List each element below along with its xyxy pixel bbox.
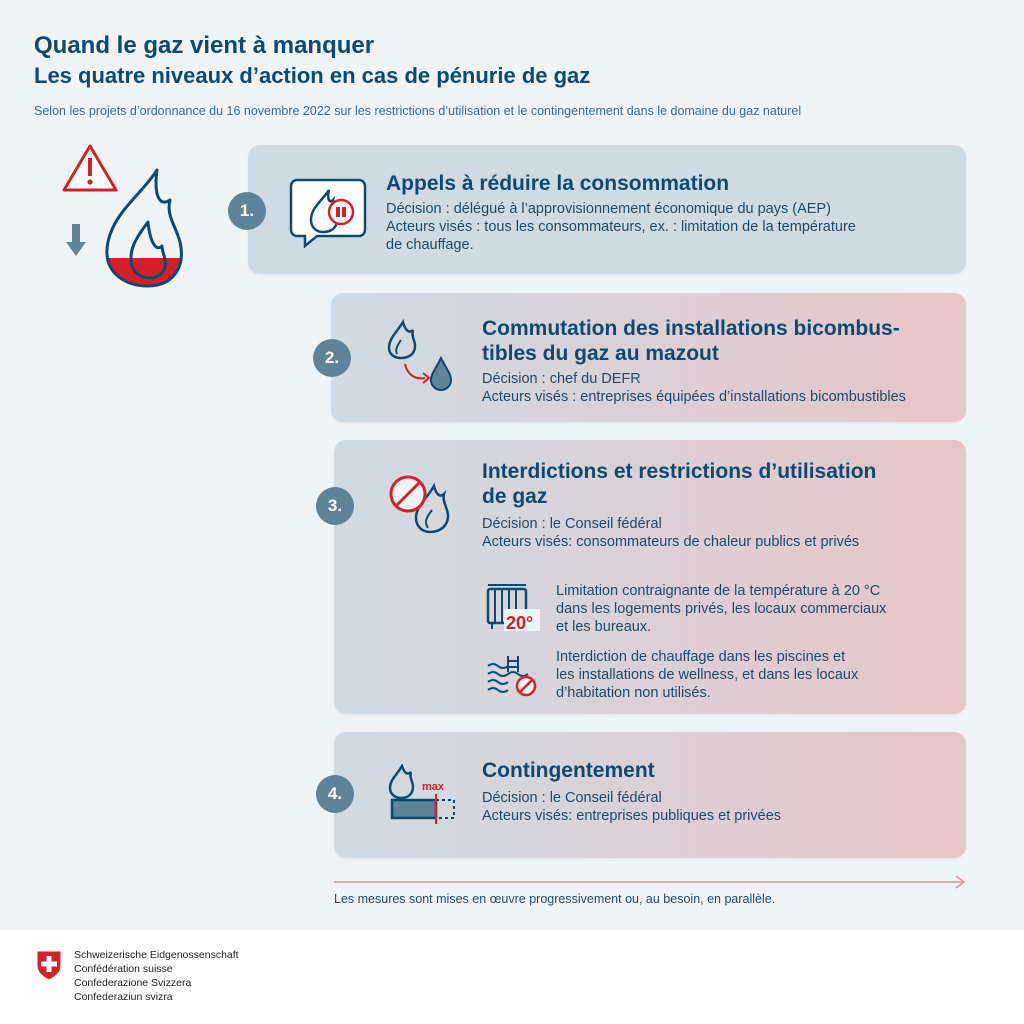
level-3-actors: Acteurs visés: consommateurs de chaleur publics et privés — [482, 534, 860, 550]
radiator-icon — [484, 583, 542, 633]
level-3-decision: Décision : le Conseil fédéral — [482, 516, 662, 532]
measure-2-line-1: Interdiction de chauffage dans les piscines et — [556, 649, 846, 665]
level-1-title: Appels à réduire la consommation — [386, 172, 730, 195]
no-gas-flame-icon — [388, 472, 458, 536]
gas-shortage-illustration-icon — [62, 142, 192, 290]
level-2-title-line-2: tibles du gaz au mazout — [482, 342, 719, 365]
footer-line-fr: Confédération suisse — [74, 963, 173, 975]
footer-line-rm: Confederaziun svizra — [74, 991, 173, 1003]
measure-2-line-3: d’habitation non utilisés. — [556, 685, 711, 701]
footnote: Les mesures sont mises en œuvre progressivement ou, au besoin, en parallèle. — [334, 892, 776, 906]
progression-arrow-icon — [334, 874, 968, 890]
speech-bubble-flame-icon — [289, 178, 369, 248]
page-subtitle: Les quatre niveaux d’action en cas de pénurie de gaz — [34, 63, 591, 88]
level-3-number: 3. — [316, 487, 354, 525]
level-4-actors: Acteurs visés: entreprises publiques et privées — [482, 808, 782, 824]
pool-no-heating-icon — [486, 652, 540, 698]
quota-gauge-icon — [388, 764, 460, 828]
footer-line-de: Schweizerische Eidgenossenschaft — [74, 949, 239, 961]
level-1-actors-cont: de chauffage. — [386, 237, 474, 253]
level-4-title: Contingentement — [482, 759, 655, 782]
footer-line-it: Confederazione Svizzera — [74, 977, 192, 989]
radiator-temp-label: 20° — [506, 613, 534, 633]
measure-2-line-2: les installations de wellness, et dans les locaux — [556, 667, 859, 683]
level-2-title-line-1: Commutation des installations bicombus- — [482, 317, 900, 340]
quota-max-label: max — [422, 781, 445, 793]
level-4-number: 4. — [316, 775, 354, 813]
swiss-coat-of-arms-icon — [35, 949, 63, 981]
level-2-number: 2. — [313, 339, 351, 377]
source-note: Selon les projets d’ordonnance du 16 novembre 2022 sur les restrictions d’utilisation et le contingentement dans le domaine du gaz naturel — [34, 104, 802, 118]
level-3-title — [482, 459, 876, 509]
level-1-actors: Acteurs visés : tous les consommateurs, ex. : limitation de la température — [386, 219, 856, 235]
measure-1-line-3: et les bureaux. — [556, 619, 652, 635]
level-3-title-line-1: Interdictions et restrictions d’utilisation — [482, 460, 877, 483]
level-1-number: 1. — [228, 192, 266, 230]
level-2-decision: Décision : chef du DEFR — [482, 371, 641, 387]
page-title: Quand le gaz vient à manquer — [34, 32, 375, 59]
measure-1-line-2: dans les logements privés, les locaux commerciaux — [556, 601, 887, 617]
level-2-actors: Acteurs visés : entreprises équipées d’installations bicombustibles — [482, 389, 906, 405]
federal-administration-name — [74, 948, 239, 1004]
flame-to-oil-drop-icon — [385, 318, 457, 394]
level-3-title-line-2: de gaz — [482, 485, 548, 508]
level-2-title — [482, 316, 900, 366]
measure-1-line-1: Limitation contraignante de la température à 20 °C — [556, 583, 881, 599]
level-1-decision: Décision : délégué à l’approvisionnement économique du pays (AEP) — [386, 201, 831, 217]
level-4-decision: Décision : le Conseil fédéral — [482, 790, 662, 806]
